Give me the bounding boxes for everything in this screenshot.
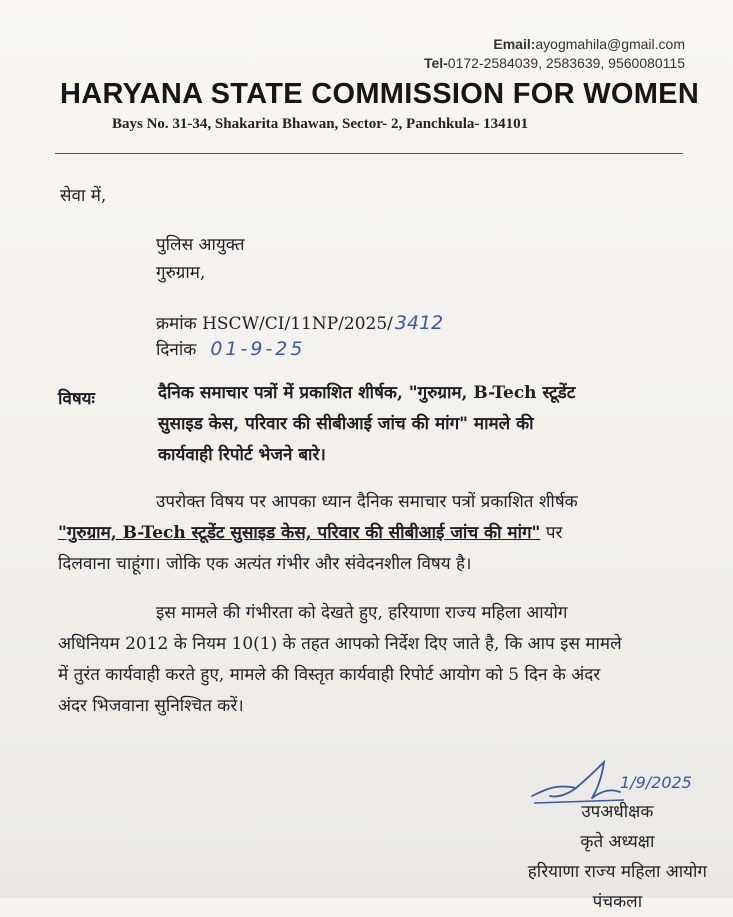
signature-line2: कृते अध्यक्षा xyxy=(580,832,655,852)
para1-after: पर xyxy=(540,523,563,543)
para2-line1: इस मामले की गंभीरता को देखते हुए, हरियाणा राज्य महिला आयोग xyxy=(156,603,568,623)
tel-line xyxy=(424,55,685,71)
letterhead-title: HARYANA STATE COMMISSION FOR WOMEN xyxy=(60,78,700,110)
letterhead-address: Bays No. 31-34, Shakarita Bhawan, Sector- 2, Panchkula- 134101 xyxy=(112,116,529,132)
para1-line2 xyxy=(58,518,578,549)
tel-label: Tel- xyxy=(423,55,448,71)
para2-line3: में तुरंत कार्यवाही करते हुए, मामले की विस्तृत कार्यवाही रिपोर्ट आयोग को 5 दिन के अंदर xyxy=(58,665,601,685)
subject-line1: दैनिक समाचार पत्रों में प्रकाशित शीर्षक, "गुरुग्राम, B-Tech स्टूडेंट xyxy=(158,383,576,403)
reference-number: 3412 xyxy=(394,312,444,334)
tel-value: 0172-2584039, 2583639, 9560080115 xyxy=(447,55,685,71)
para1-line1: उपरोक्त विषय पर आपका ध्यान दैनिक समाचार पत्रों प्रकाशित शीर्षक xyxy=(156,492,578,512)
subject-line2: सुसाइड केस, परिवार की सीबीआई जांच की मांग" मामले की xyxy=(158,414,534,434)
date-label: दिनांक xyxy=(156,340,197,360)
recipient-line2: गुरुग्राम, xyxy=(156,263,206,283)
signature-designation: उपअधीक्षक xyxy=(581,802,654,822)
subject-text xyxy=(158,378,575,471)
para1-quoted-headline: "गुरुग्राम, B-Tech स्टूडेंट सुसाइड केस, परिवार की सीबीआई जांच की मांग" xyxy=(58,523,541,543)
reference-line xyxy=(156,311,443,334)
signature-block xyxy=(528,797,707,917)
salutation: सेवा में, xyxy=(60,186,107,206)
para1-line3: दिलवाना चाहूंगा। जोकि एक अत्यंत गंभीर और संवेदनशील विषय है। xyxy=(58,554,472,574)
recipient-line1: पुलिस आयुक्त xyxy=(156,235,245,255)
date-line xyxy=(156,337,305,360)
paragraph-2 xyxy=(58,598,622,722)
email-value: ayogmahila@gmail.com xyxy=(535,36,685,52)
date-value: 01-9-25 xyxy=(210,338,306,360)
para2-line4: अंदर भिजवाना सुनिश्चित करें। xyxy=(58,696,244,716)
signature-line3: हरियाणा राज्य महिला आयोग xyxy=(527,862,707,882)
paragraph-1 xyxy=(58,487,578,580)
subject-label: विषयः xyxy=(58,389,95,409)
header-divider xyxy=(55,153,683,154)
subject-line3: कार्यवाही रिपोर्ट भेजने बारे। xyxy=(158,445,326,465)
email-line xyxy=(493,36,685,52)
email-label: Email: xyxy=(493,36,536,52)
signature-date: 1/9/2025 xyxy=(620,773,692,792)
reference-label: क्रमांक HSCW/CI/11NP/2025/ xyxy=(156,314,393,334)
signature-line4: पंचकला xyxy=(592,892,643,912)
para2-line2: अधिनियम 2012 के नियम 10(1) के तहत आपको निर्देश दिए जाते है, कि आप इस मामले xyxy=(58,634,622,654)
